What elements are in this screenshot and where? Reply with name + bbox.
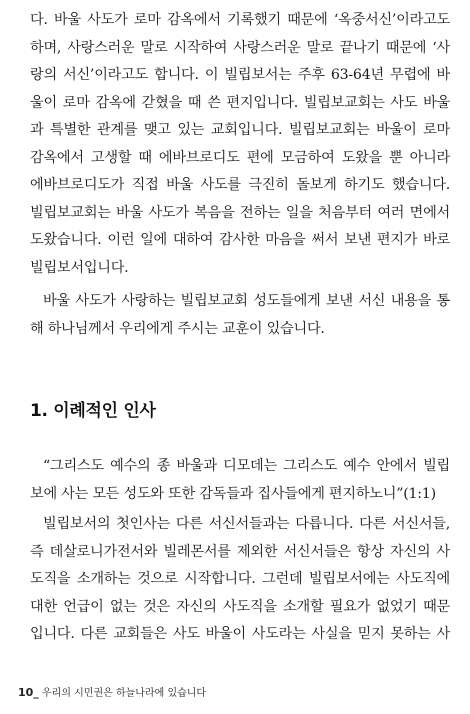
paragraph xyxy=(30,7,450,282)
text-line: 감옥에서 고생할 때 에바브로디도 편에 모금하여 도왔을 뿐 아니라 xyxy=(30,149,450,166)
paragraph xyxy=(30,511,450,649)
scripture-quote xyxy=(30,453,450,508)
text-line: 해 하나님께서 우리에게 주시는 교훈이 있습니다. xyxy=(30,320,325,337)
running-title: 우리의 시민권은 하늘나라에 있습니다 xyxy=(42,688,207,699)
text-line: 바울 사도가 사랑하는 빌립보교회 성도들에게 보낸 서신 내용을 통 xyxy=(43,293,450,309)
text-line: 도왔습니다. 이런 일에 대하여 감사한 마음을 써서 보낸 편지가 바로 xyxy=(30,232,450,248)
page-footer xyxy=(18,684,206,699)
text-line: 대한 언급이 없는 것은 자신의 사도직을 소개할 필요가 없었기 때문 xyxy=(30,598,450,615)
page-number: 10_ xyxy=(18,686,39,699)
text-line: 즉 데살로니가전서와 빌레몬서를 제외한 서신서들은 항상 자신의 사 xyxy=(30,543,450,560)
text-line: 빌립보서입니다. xyxy=(30,259,129,276)
text-line: 과 특별한 관계를 맺고 있는 교회입니다. 빌립보교회는 바울이 로마 xyxy=(30,122,450,138)
section-heading: 1. 이례적인 인사 xyxy=(30,401,156,421)
text-line: 도직을 소개하는 것으로 시작합니다. 그런데 빌립보서에는 사도직에 xyxy=(30,571,450,587)
text-line: 하며, 사랑스러운 말로 시작하여 사랑스러운 말로 끝나기 때문에 ‘사 xyxy=(30,39,450,56)
text-line: 입니다. 다른 교회들은 사도 바울이 사도라는 사실을 믿지 못하는 사 xyxy=(30,626,450,642)
text-line: 울이 로마 감옥에 갇혔을 때 쓴 편지입니다. 빌립보교회는 사도 바울 xyxy=(30,94,450,111)
text-line: 다. 바울 사도가 로마 감옥에서 기록했기 때문에 ‘옥중서신’이라고도 xyxy=(30,12,450,28)
text-line: “그리스도 예수의 종 바울과 디모데는 그리스도 예수 안에서 빌립 xyxy=(43,458,450,474)
text-line: 빌립보교회는 바울 사도가 복음을 전하는 일을 처음부터 여러 면에서 xyxy=(30,204,450,221)
text-line: 빌립보서의 첫인사는 다른 서신서들과는 다릅니다. 다른 서신서들, xyxy=(43,516,450,532)
text-line: 에바브로디도가 직접 바울 사도를 극진히 돌보게 하기도 했습니다. xyxy=(30,177,450,193)
text-line: 보에 사는 모든 성도와 또한 감독들과 집사들에게 편지하노니”(1:1) xyxy=(30,485,436,502)
text-line: 랑의 서신’이라고도 합니다. 이 빌립보서는 주후 63-64년 무렵에 바 xyxy=(30,67,450,83)
paragraph xyxy=(30,288,450,343)
